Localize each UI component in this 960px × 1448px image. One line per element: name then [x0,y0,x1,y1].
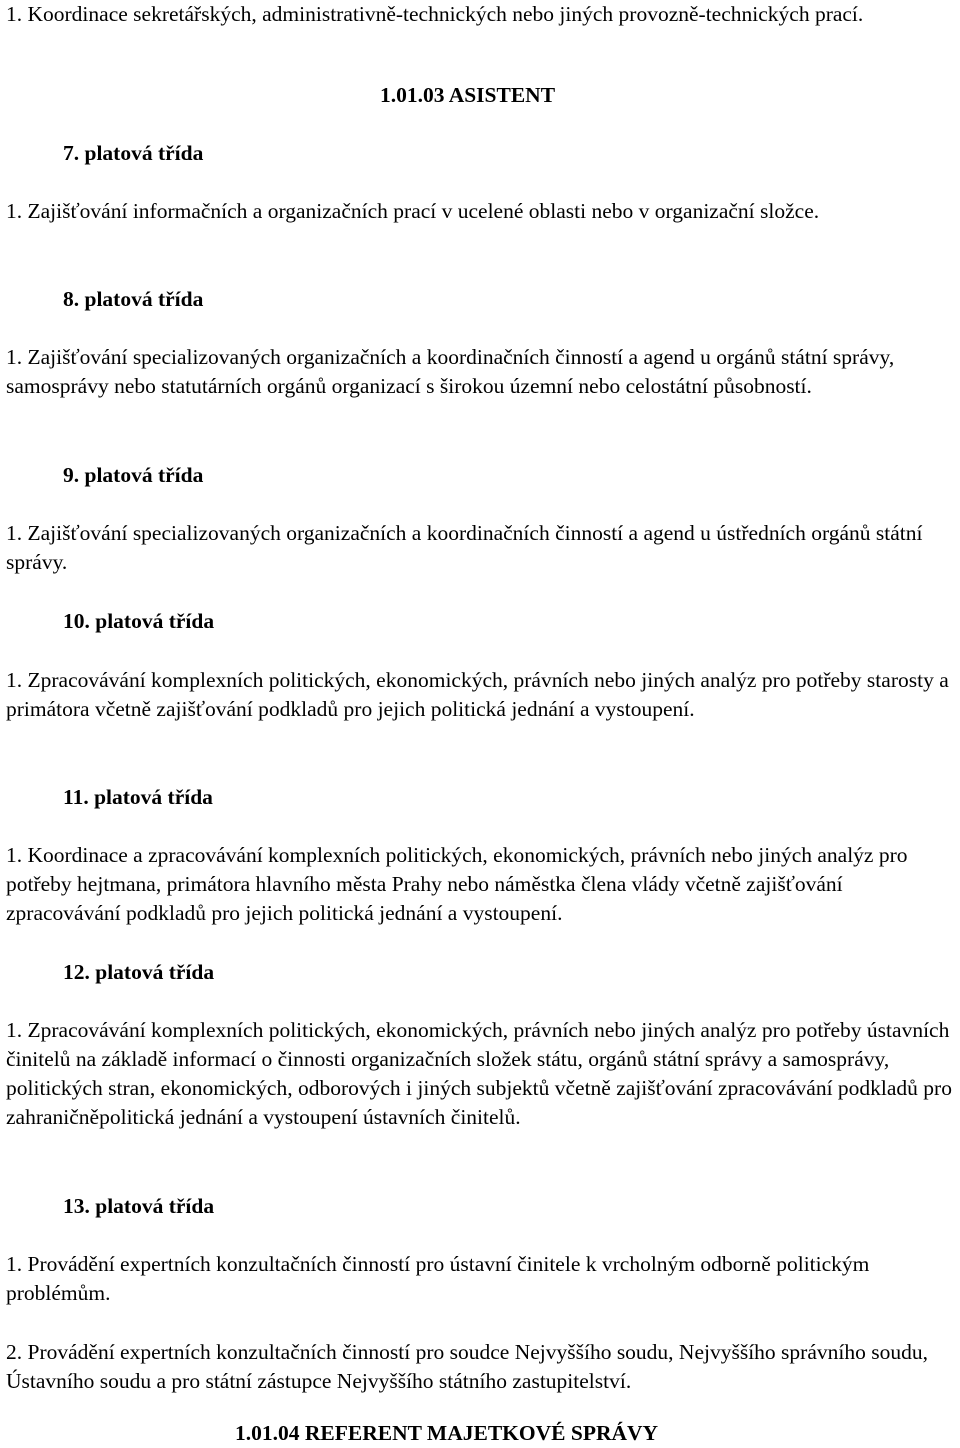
class-heading-11: 11. platová třída [63,785,213,809]
class-heading-8: 8. platová třída [63,287,204,311]
class-13-item-2: 2. Provádění expertních konzultačních činností pro soudce Nejvyššího soudu, Nejvyššího správního soudu, Ústavního soudu a pro státní zástupce Nejvyššího státního zastupitelství. [6,1340,928,1393]
class-heading-9: 9. platová třída [63,463,204,487]
class-11-item-1: 1. Koordinace a zpracovávání komplexních politických, ekonomických, právních nebo jiných analýz pro potřeby hejtmana, primátora hlavního města Prahy nebo náměstka člena vlády včetně zajišťování zpracovávání podkladů pro jejich politická jednání a vystoupení. [6,843,908,925]
next-section-title: 1.01.04 REFERENT MAJETKOVÉ SPRÁVY [235,1421,659,1445]
class-heading-10: 10. platová třída [63,609,215,633]
class-8-item-1: 1. Zajišťování specializovaných organizačních a koordinačních činností a agend u orgánů státní správy, samosprávy nebo statutárních orgánů organizací s širokou územní nebo celostátní působností. [6,345,895,398]
section-title: 1.01.03 ASISTENT [380,83,556,107]
class-heading-12: 12. platová třída [63,960,215,984]
class-heading-7: 7. platová třída [63,141,204,165]
class-9-item-1: 1. Zajišťování specializovaných organizačních a koordinačních činností a agend u ústředních orgánů státní správy. [6,521,923,574]
class-7-item-1: 1. Zajišťování informačních a organizačních prací v ucelené oblasti nebo v organizační složce. [6,199,820,223]
class-13-item-1: 1. Provádění expertních konzultačních činností pro ústavní činitele k vrcholným odborně politickým problémům. [6,1252,870,1305]
intro-item: 1. Koordinace sekretářských, administrativně-technických nebo jiných provozně-technických prací. [6,2,864,26]
class-12-item-1: 1. Zpracovávání komplexních politických, ekonomických, právních nebo jiných analýz pro potřeby ústavních činitelů na základě informací o činnosti organizačních složek státu, orgánů státní správy a samosprávy, politických stran, ekonomických, odborových i jiných subjektů včetně zajišťování zpracovávání podkladů pro zahraničněpolitická jednání a vystoupení ústavních činitelů. [6,1018,952,1129]
class-heading-13: 13. platová třída [63,1194,215,1218]
class-10-item-1: 1. Zpracovávání komplexních politických, ekonomických, právních nebo jiných analýz pro potřeby starosty a primátora včetně zajišťování podkladů pro jejich politická jednání a vystoupení. [6,668,949,721]
